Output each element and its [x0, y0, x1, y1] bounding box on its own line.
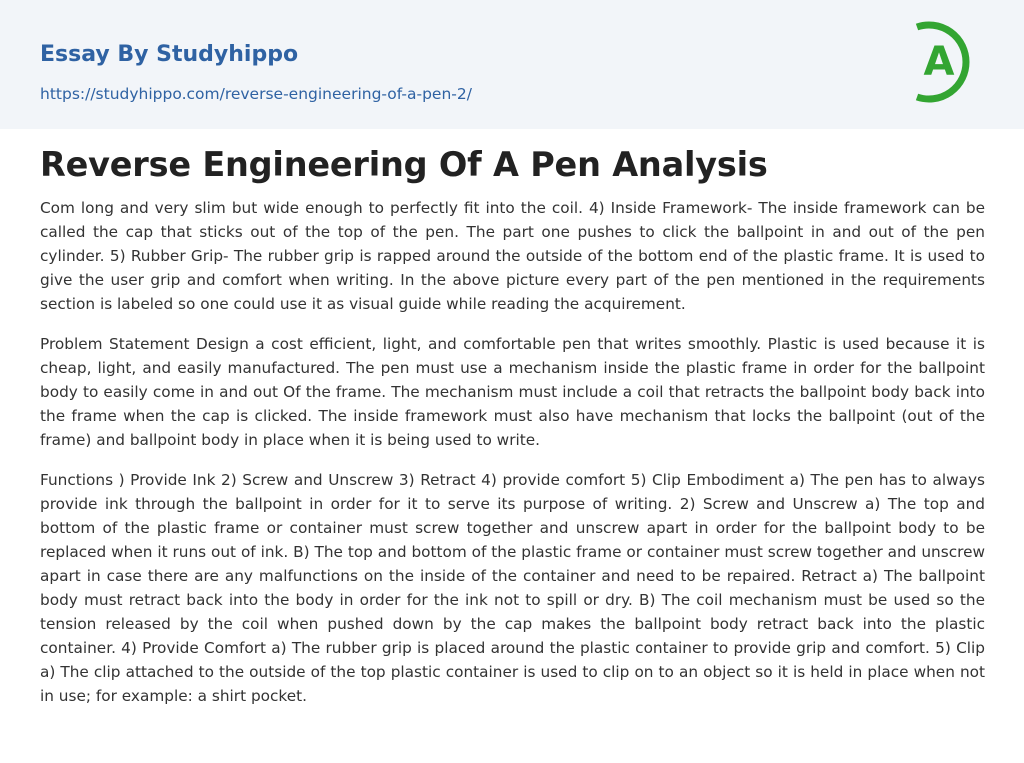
essay-url-link[interactable]: https://studyhippo.com/reverse-engineering-of-a-pen-2/	[40, 85, 472, 103]
site-header	[0, 0, 1024, 129]
studyhippo-logo-icon[interactable]	[911, 18, 987, 106]
logo-letter: A	[923, 39, 955, 85]
article-body	[40, 196, 985, 724]
site-title[interactable]: Essay By Studyhippo	[40, 42, 299, 67]
paragraph: Problem Statement Design a cost efficient, light, and comfortable pen that writes smoothly. Plastic is used because it is cheap, light, and easily manufactured. The pen must use a mechanism inside the plastic frame in order for the ballpoint body to easily come in and out Of the frame. The mechanism must include a coil that retracts the ballpoint body back into the frame when the cap is clicked. The inside framework must also have mechanism that locks the ballpoint (out of the frame) and ballpoint body in place when it is being used to write.	[40, 335, 985, 449]
paragraph: Functions ) Provide Ink 2) Screw and Unscrew 3) Retract 4) provide comfort 5) Clip Embodiment a) The pen has to always provide ink through the ballpoint in order for it to serve its purpose of writing. 2) Screw and Unscrew a) The top and bottom of the plastic frame or container must screw together and unscrew apart in order for the ballpoint body to be replaced when it runs out of ink. B) The top and bottom of the plastic frame or container must screw together and unscrew apart in case there are any malfunctions on the inside of the container and need to be repaired. Retract a) The ballpoint body must retract back into the body in order for the ink not to spill or dry. B) The coil mechanism must be used so the tension released by the coil when pushed down by the cap makes the ballpoint body retract back into the plastic container. 4) Provide Comfort a) The rubber grip is placed around the plastic container to provide grip and comfort. 5) Clip a) The clip attached to the outside of the top plastic container is used to clip on to an object so it is held in place when not in use; for example: a shirt pocket.	[40, 471, 985, 705]
article-title: Reverse Engineering Of A Pen Analysis	[40, 145, 768, 184]
paragraph: Com long and very slim but wide enough to perfectly fit into the coil. 4) Inside Framework- The inside framework can be called the cap that sticks out of the top of the pen. The part one pushes to click the ballpoint in and out of the pen cylinder. 5) Rubber Grip- The rubber grip is rapped around the outside of the bottom end of the plastic frame. It is used to give the user grip and comfort when writing. In the above picture every part of the pen mentioned in the requirements section is labeled so one could use it as visual guide while reading the acquirement.	[40, 199, 985, 313]
